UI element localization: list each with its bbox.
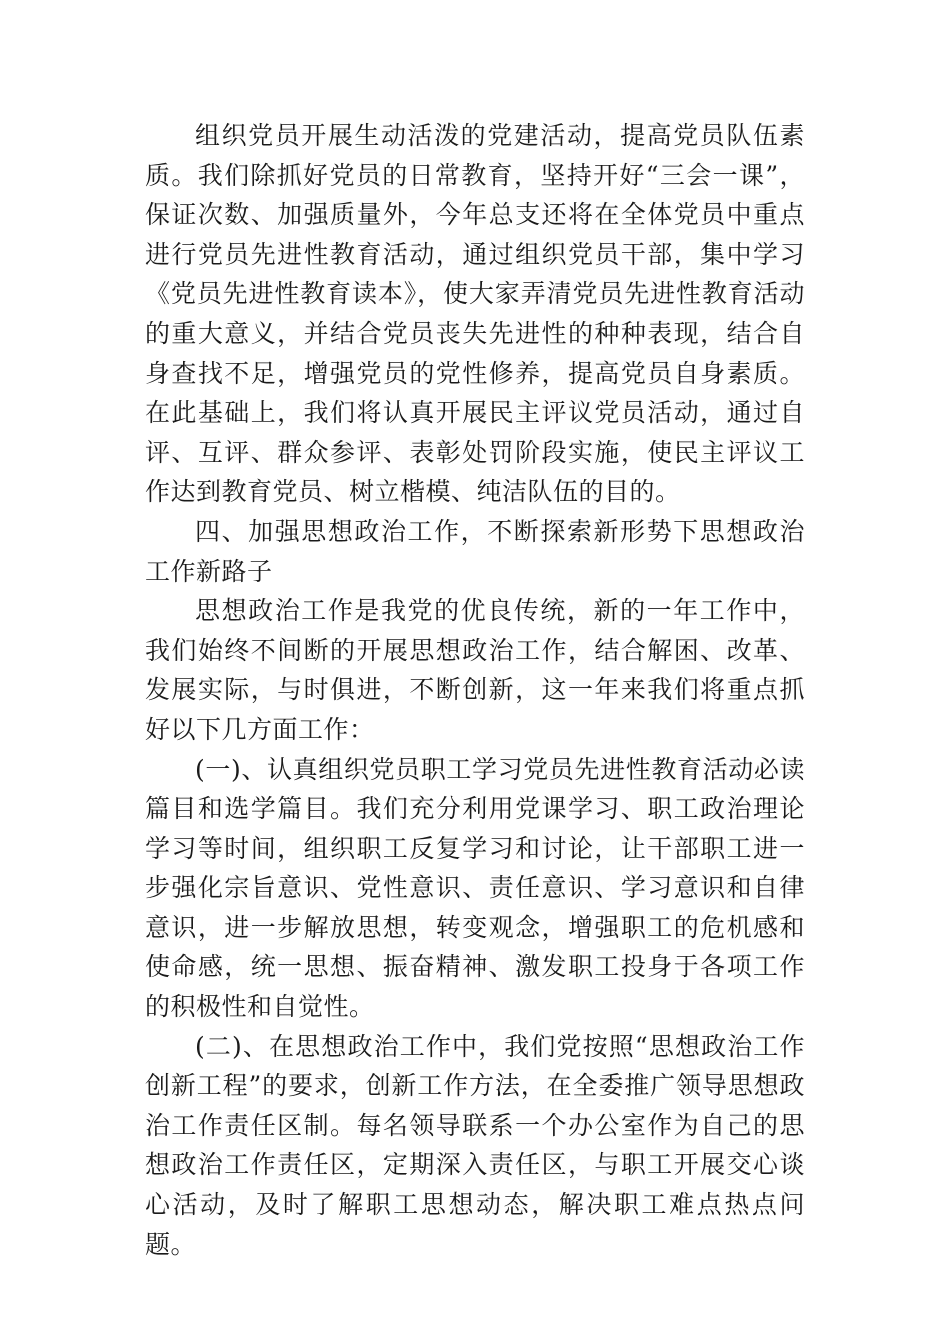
paragraph-party-activities: 组织党员开展生动活泼的党建活动，提高党员队伍素质。我们除抓好党员的日常教育，坚持开好“三会一课”，保证次数、加强质量外，今年总支还将在全体党员中重点进行党员先进性教育活动，通过组织党员干部，集中学习《党员先进性教育读本》，使大家弄清党员先进性教育活动的重大意义，并结合党员丧失先进性的种种表现，结合自身查找不足，增强党员的党性修养，提高党员自身素质。在此基础上，我们将认真开展民主评议党员活动，通过自评、互评、群众参评、表彰处罚阶段实施，使民主评议工作达到教育党员、树立楷模、纯洁队伍的目的。: [145, 121, 805, 507]
document-body: [145, 116, 805, 1264]
paragraph-item-one: (一)、认真组织党员职工学习党员先进性教育活动必读篇目和选学篇目。我们充分利用党课学习、职工政治理论学习等时间，组织职工反复学习和讨论，让干部职工进一步强化宗旨意识、党性意识、责任意识、学习意识和自律意识，进一步解放思想，转变观念，增强职工的危机感和使命感，统一思想、振奋精神、激发职工投身于各项工作的积极性和自觉性。: [145, 754, 805, 1022]
paragraph-item-two: (二)、在思想政治工作中，我们党按照“思想政治工作创新工程”的要求，创新工作方法，在全委推广领导思想政治工作责任区制。每名领导联系一个办公室作为自己的思想政治工作责任区，定期深入责任区，与职工开展交心谈心活动，及时了解职工思想动态，解决职工难点热点问题。: [145, 1031, 805, 1259]
paragraph-ideological-tradition: 思想政治工作是我党的优良传统，新的一年工作中，我们始终不间断的开展思想政治工作，结合解困、改革、发展实际，与时俱进，不断创新，这一年来我们将重点抓好以下几方面工作：: [145, 596, 805, 744]
section-heading-ideological-work: 四、加强思想政治工作，不断探索新形势下思想政治工作新路子: [145, 516, 805, 586]
